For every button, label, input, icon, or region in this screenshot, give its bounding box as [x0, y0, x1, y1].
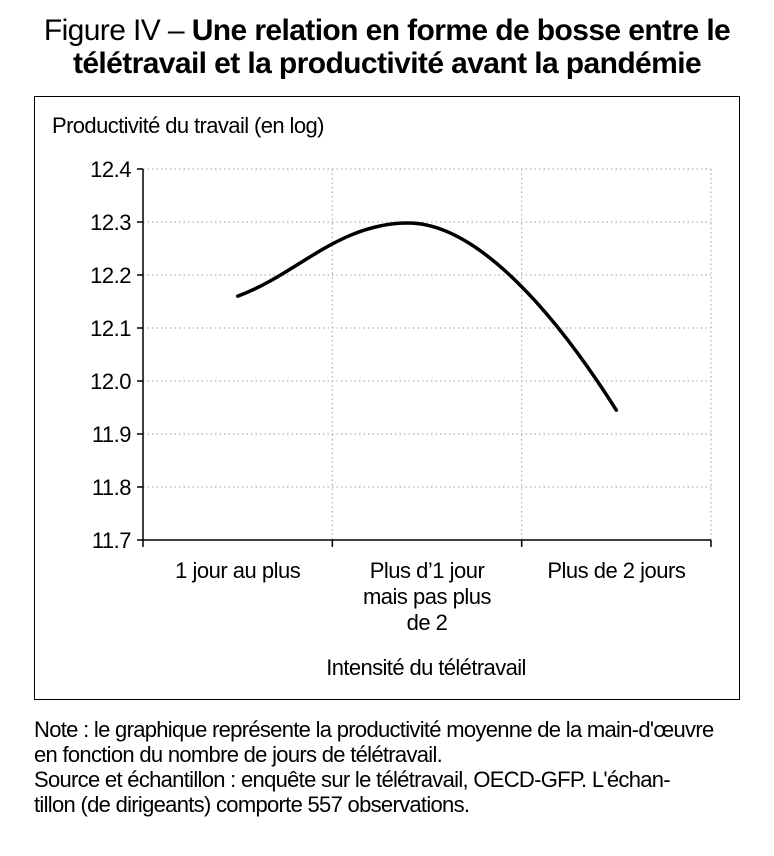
y-tick-label: 11.8 — [91, 475, 131, 500]
x-category-label: 1 jour au plus — [175, 558, 301, 583]
y-tick-labels — [90, 157, 131, 553]
y-tick-label: 12.2 — [90, 263, 131, 288]
figure-title-text-1: Une relation en forme de bosse entre le — [191, 14, 731, 47]
figure-title-line2: télétravail et la productivité avant la pandémie — [72, 47, 702, 80]
y-tick-label: 11.7 — [91, 528, 131, 553]
y-tick-label: 12.4 — [90, 157, 131, 182]
y-tick-label: 12.3 — [90, 210, 131, 235]
series-line — [238, 223, 617, 410]
x-axis-title: Intensité du télétravail — [326, 655, 526, 680]
figure-notes — [34, 717, 754, 817]
x-category-labels — [175, 558, 686, 635]
source-line-1: Source et échantillon : enquête sur le télétravail, OECD-GFP. L'échan- — [34, 767, 670, 792]
y-tick-label: 12.1 — [90, 316, 131, 341]
note-line-2: en fonction du nombre de jours de télétravail. — [34, 742, 443, 767]
figure-number: Figure IV – — [43, 14, 192, 47]
source-line-2: tillon (de dirigeants) comporte 557 observations. — [34, 792, 470, 817]
y-tick-label: 11.9 — [91, 422, 131, 447]
note-line-1: Note : le graphique représente la productivité moyenne de la main-d'œuvre — [34, 717, 714, 742]
x-category-label: Plus de 2 jours — [547, 558, 686, 583]
x-category-label: Plus d’1 jour mais pas plus de 2 — [362, 558, 492, 635]
y-axis-title: Productivité du travail (en log) — [52, 113, 324, 138]
y-tick-label: 12.0 — [90, 369, 131, 394]
